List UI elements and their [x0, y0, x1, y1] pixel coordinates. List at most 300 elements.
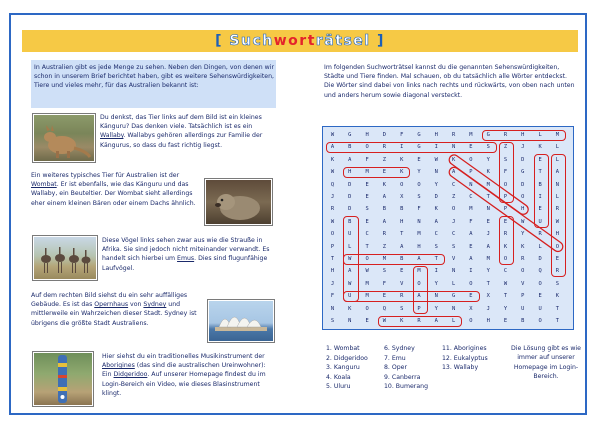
grid-letter: R — [521, 256, 525, 262]
grid-letter: E — [469, 293, 473, 300]
wallaby-image — [34, 115, 94, 161]
grid-letter: O — [469, 280, 473, 287]
grid-letter: E — [400, 268, 404, 275]
grid-letter: O — [503, 256, 508, 262]
grid-letter: O — [400, 181, 404, 188]
grid-letter: L — [555, 194, 560, 200]
grid-letter: A — [469, 256, 473, 262]
wombat-photo — [205, 179, 272, 225]
opera-text-mid: von — [128, 301, 144, 309]
grid-letter: D — [434, 194, 438, 200]
grid-letter: G — [417, 132, 421, 138]
grid-letter: U — [348, 293, 352, 300]
emu-text-pre: Diese Vögel links sehen zwar aus wie die Strauße in Afrika. Sie sind jedoch nicht miteinander verwandt. Es handelt sich hierbei um — [102, 237, 270, 263]
grid-letter: Y — [503, 305, 508, 312]
grid-letter: N — [451, 305, 456, 312]
emu-paragraph — [102, 236, 276, 273]
grid-letter: I — [434, 268, 438, 275]
grid-letter: K — [434, 206, 438, 213]
grid-letter: G — [348, 132, 352, 138]
grid-letter: A — [434, 318, 438, 324]
grid-letter: J — [521, 144, 525, 151]
wombat-image — [206, 180, 271, 224]
grid-letter: K — [538, 144, 542, 151]
title-part-such: Such — [229, 33, 274, 49]
grid-letter: E — [503, 218, 508, 225]
grid-letter: K — [348, 305, 352, 312]
grid-letter: Y — [434, 280, 438, 287]
opera-text-pre: Auf dem rechten Bild siehst du ein sehr auffälliges Gebäude. Es ist das — [31, 292, 188, 309]
grid-letter: J — [330, 194, 335, 200]
grid-letter: L — [555, 144, 560, 151]
grid-letter: H — [434, 132, 438, 138]
grid-letter: W — [348, 256, 352, 262]
grid-letter: T — [400, 231, 404, 238]
word-list-item: 13. Wallaby — [442, 364, 479, 372]
grid-letter: R — [330, 206, 335, 213]
word-search-grid — [322, 126, 574, 330]
aborigines-keyword: Aborigines — [102, 362, 135, 370]
grid-letter: Z — [382, 156, 387, 163]
wallaby-photo — [33, 114, 95, 162]
opera-house-photo — [208, 300, 274, 342]
wallaby-keyword: Wallaby — [100, 132, 124, 140]
grid-letter: T — [555, 305, 560, 312]
found-word-highlight — [482, 130, 567, 141]
grid-letter: B — [400, 206, 404, 213]
opera-text-block — [31, 291, 203, 328]
emu-keyword: Emus — [177, 255, 195, 263]
word-list-item: 3. Kanguru — [326, 364, 360, 372]
wombat-text-block — [31, 171, 199, 208]
grid-letter: A — [417, 256, 421, 262]
didgeridoo-text-post: . Auf unserer Homepage findest du im Login-Bereich ein Video, wie dieses Blasinstrument klingt. — [102, 371, 266, 397]
grid-letter: O — [417, 181, 421, 188]
wombat-text-pre: Ein weiteres typisches Tier für Australien ist der — [31, 172, 180, 179]
grid-letter: P — [417, 305, 421, 312]
grid-letter: A — [417, 293, 421, 300]
found-word-highlight — [534, 154, 549, 227]
word-list-item: 9. Canberra — [384, 373, 421, 381]
grid-letter: Y — [486, 156, 490, 163]
grid-letter: I — [400, 144, 404, 151]
grid-letter: A — [400, 243, 404, 250]
grid-letter: W — [503, 280, 508, 287]
grid-letter: M — [469, 132, 473, 138]
found-word-highlight — [551, 154, 566, 277]
grid-letter: F — [400, 132, 404, 138]
grid-letter: E — [365, 181, 369, 188]
word-list-item: 6. Sydney — [384, 345, 415, 352]
grid-letter: F — [330, 293, 335, 300]
grid-letter: I — [469, 268, 473, 275]
grid-letter: S — [417, 194, 421, 200]
intro-paragraph: In Australien gibt es jede Menge zu sehen. Neben den Dingen, von denen wir schon in unserem Brief berichtet haben, gibt es weitere Sehenswürdigkeiten, Tiere und vieles mehr, für das Australien bekannt ist: — [34, 64, 274, 90]
grid-letter: L — [348, 243, 352, 250]
grid-letter: O — [503, 181, 508, 188]
grid-letter: E — [538, 206, 542, 213]
grid-letter: M — [486, 256, 490, 262]
grid-letter: S — [451, 243, 456, 250]
didgeridoo-text-mid: (das sind die australischen Ureinwohner): Ein — [102, 362, 266, 379]
kangaroo-paragraph — [100, 113, 276, 150]
grid-letter: P — [330, 243, 335, 250]
grid-letter: D — [348, 181, 352, 188]
word-list-item: 11. Aborigines — [442, 345, 487, 352]
grid-letter: N — [417, 218, 421, 225]
didgeridoo-keyword: Didgeridoo — [113, 371, 148, 379]
grid-letter: W — [330, 218, 335, 225]
grid-letter: T — [555, 318, 560, 324]
grid-letter: A — [382, 194, 387, 200]
grid-letter: X — [486, 293, 490, 300]
grid-letter: N — [348, 318, 352, 324]
grid-letter: P — [521, 293, 525, 300]
grid-letter: B — [521, 318, 525, 324]
grid-letter: S — [434, 243, 438, 250]
grid-letter: Z — [382, 243, 387, 250]
grid-letter: L — [451, 318, 456, 324]
grid-letter: B — [382, 206, 387, 213]
opera-text-post: und mittlerweile ein Wahrzeichen dieser Stadt. Sydney ist übrigens die größte Stadt Australiens. — [31, 301, 197, 327]
grid-letter: R — [400, 293, 404, 300]
page-title — [22, 30, 578, 52]
grid-letter: P — [469, 169, 473, 176]
grid-letter: F — [382, 280, 387, 287]
grid-letter: X — [469, 305, 473, 312]
grid-letter: K — [330, 156, 335, 163]
grid-letter: A — [451, 169, 456, 176]
grid-letter: B — [348, 218, 352, 225]
grid-letter: M — [365, 280, 369, 287]
grid-letter: M — [365, 169, 369, 176]
grid-letter: K — [382, 181, 387, 188]
grid-letter: O — [469, 318, 473, 324]
grid-letter: Q — [330, 181, 335, 188]
grid-letter: O — [538, 318, 542, 324]
grid-letter: C — [469, 194, 473, 200]
grid-letter: R — [538, 231, 542, 238]
grid-letter: C — [365, 231, 369, 238]
grid-letter: C — [434, 231, 438, 238]
grid-letter: A — [434, 218, 438, 225]
grid-letter: N — [451, 268, 456, 275]
word-list-column-1 — [326, 344, 368, 392]
grid-letter: M — [555, 132, 560, 138]
title-bar — [22, 30, 578, 52]
grid-letter: H — [555, 231, 560, 238]
wombat-keyword: Wombat — [31, 181, 57, 189]
emu-text-post: . Dies sind flugunfähige Laufvögel. — [102, 255, 268, 272]
grid-letter: A — [486, 243, 490, 250]
grid-letter: Q — [538, 268, 542, 275]
grid-letter: T — [434, 256, 438, 262]
opera-paragraph — [31, 291, 203, 328]
grid-letter: Y — [417, 169, 421, 176]
grid-letter: N — [486, 206, 490, 213]
grid-letter: L — [538, 243, 542, 250]
grid-letter: S — [365, 206, 369, 213]
grid-letter: N — [555, 181, 560, 188]
grid-letter: E — [365, 218, 369, 225]
grid-letter: O — [451, 206, 456, 213]
grid-letter: J — [486, 231, 490, 238]
found-word-highlight — [343, 167, 410, 178]
title-part-raetsel: rätsel — [315, 33, 371, 49]
grid-letter: W — [521, 218, 525, 225]
grid-letter: E — [469, 243, 473, 250]
grid-letter: S — [400, 305, 404, 312]
word-list-item: 2. Didgeridoo — [326, 354, 368, 362]
grid-letter: O — [521, 194, 525, 200]
grid-letter: K — [451, 156, 456, 163]
title-bracket-close: ] — [376, 33, 385, 49]
grid-letter: E — [382, 293, 387, 300]
grid-letter: T — [538, 169, 542, 176]
grid-letter: O — [330, 231, 335, 238]
grid-letter: Y — [521, 231, 525, 238]
grid-letter: F — [469, 218, 473, 225]
grid-letter: W — [365, 268, 369, 275]
grid-letter: S — [555, 280, 560, 287]
grid-letter: O — [417, 280, 421, 287]
grid-letter: B — [400, 256, 404, 262]
grid-letter: G — [521, 169, 525, 176]
grid-letter: O — [365, 256, 369, 262]
found-word-highlight — [343, 291, 479, 302]
grid-letter: D — [538, 256, 542, 262]
grid-letter: K — [400, 169, 404, 176]
grid-letter: K — [521, 243, 525, 250]
grid-letter: O — [555, 243, 560, 250]
grid-letter: D — [348, 206, 352, 213]
didgeridoo-paragraph — [102, 352, 276, 398]
kangaroo-text-pre: Du denkst, das Tier links auf dem Bild ist ein kleines Känguru? Das denken viele. Tatsächlich ist es ein — [100, 114, 262, 131]
found-word-highlight — [326, 142, 497, 153]
word-list-item: 10. Bumerang — [384, 383, 428, 391]
grid-letter: E — [538, 156, 542, 163]
opera-house-image — [209, 301, 273, 341]
grid-letter: B — [538, 181, 542, 188]
grid-letter: R — [555, 206, 560, 213]
grid-letter: F — [503, 169, 508, 176]
word-list-item: 7. Emu — [384, 354, 406, 362]
grid-letter: H — [417, 243, 421, 250]
grid-letter: W — [434, 156, 438, 163]
grid-letter: H — [365, 132, 369, 138]
grid-letter: I — [434, 144, 438, 151]
grid-letter: R — [503, 231, 508, 238]
grid-letter: V — [400, 280, 404, 287]
found-word-highlight — [413, 266, 428, 315]
grid-letter: T — [503, 293, 508, 300]
grid-letter: T — [330, 256, 335, 262]
grid-letter: E — [538, 293, 542, 300]
solution-note: Die Lösung gibt es wie immer auf unserer Homepage im Login-Bereich. — [511, 345, 581, 381]
emu-text-block — [102, 236, 276, 273]
grid-letter: H — [330, 268, 335, 275]
didgeridoo-text-block — [102, 352, 276, 398]
grid-letter: P — [503, 206, 508, 213]
sydney-keyword: Sydney — [143, 301, 167, 309]
grid-letter: Y — [434, 181, 438, 188]
found-word-highlight — [499, 142, 514, 203]
word-list-item: 12. Eukalyptus — [442, 354, 488, 362]
grid-letter: L — [451, 280, 456, 287]
grid-letter: D — [382, 132, 387, 138]
grid-letter: N — [434, 293, 438, 300]
kangaroo-text-post: . Wallabys gehören allerdings zur Familie der Kängurus, so dass du fast richtig liegst. — [100, 132, 263, 149]
grid-letter: O — [469, 156, 473, 163]
intro-text-block — [34, 63, 274, 91]
grid-letter: S — [382, 268, 387, 275]
grid-letter: S — [330, 318, 335, 324]
grid-letter: D — [521, 181, 525, 188]
grid-letter: K — [400, 156, 404, 163]
grid-letter: H — [400, 218, 404, 225]
grid-letter: Y — [486, 268, 490, 275]
grid-letter: M — [365, 293, 369, 300]
grid-letter: N — [330, 305, 335, 312]
found-word-highlight — [343, 216, 358, 302]
puzzle-instructions-block — [324, 63, 576, 100]
grid-letter: N — [469, 181, 473, 188]
grid-letter: W — [330, 169, 335, 176]
grid-letter: G — [417, 144, 421, 151]
word-list-column-3 — [442, 344, 488, 373]
grid-letter: H — [486, 318, 490, 324]
grid-letter: E — [365, 318, 369, 324]
grid-letter: E — [555, 256, 560, 262]
grid-letter: E — [382, 169, 387, 176]
grid-letter: A — [330, 144, 335, 151]
grid-letter: N — [451, 144, 456, 151]
grid-letter: T — [486, 194, 490, 200]
grid-letter: P — [503, 194, 508, 200]
grid-letter: O — [521, 268, 525, 275]
kangaroo-text-block — [100, 113, 276, 150]
grid-letter: D — [521, 156, 525, 163]
grid-letter: R — [382, 231, 387, 238]
grid-letter: J — [451, 218, 456, 225]
grid-letter: Q — [382, 305, 387, 312]
grid-letter: Z — [451, 194, 456, 200]
grid-letter: A — [469, 231, 473, 238]
grid-letter: V — [451, 256, 456, 262]
grid-letter: C — [503, 268, 508, 275]
didgeridoo-text-pre: Hier siehst du ein traditionelles Musikinstrument der — [102, 353, 265, 360]
grid-letter: Y — [434, 305, 438, 312]
grid-letter: R — [503, 132, 508, 138]
emu-photo — [33, 236, 97, 280]
grid-letter: G — [451, 293, 456, 300]
grid-letter: R — [451, 132, 456, 138]
grid-letter: R — [417, 318, 421, 324]
grid-letter: K — [503, 243, 508, 250]
grid-letter: E — [486, 218, 490, 225]
grid-letter: A — [382, 218, 387, 225]
word-list-item: 5. Uluru — [326, 383, 351, 391]
word-list-item: 1. Wombat — [326, 345, 360, 352]
grid-letter: R — [382, 144, 387, 151]
grid-letter: L — [538, 132, 542, 138]
grid-letter: W — [555, 218, 560, 225]
grid-letter: K — [400, 318, 404, 324]
grid-letter: W — [382, 318, 387, 324]
grid-letter: S — [486, 144, 490, 151]
wombat-paragraph — [31, 171, 199, 208]
title-bracket-open: [ — [215, 33, 224, 49]
grid-letter: T — [365, 243, 369, 250]
grid-letter: U — [538, 305, 542, 312]
grid-letter: N — [434, 169, 438, 176]
grid-letter: G — [486, 132, 490, 138]
grid-letter: S — [503, 156, 508, 163]
puzzle-instructions: Im folgenden Suchworträtsel kannst du die genannten Sehenswürdigkeiten, Städte und Tiere finden. Mal schauen, ob du tatsächlich alle Wörter entdeckst. Die Wörter sind dabei von links nach rechts und rückwärts, von oben nach unten und anders herum sowie diagonal versteckt. — [324, 64, 575, 99]
grid-letter: O — [538, 280, 542, 287]
grid-letter: U — [521, 305, 525, 312]
grid-letter: Z — [503, 144, 508, 151]
grid-letter: U — [538, 218, 542, 225]
grid-letter: M — [486, 181, 490, 188]
grid-letter: J — [330, 280, 335, 287]
grid-letter: F — [365, 156, 369, 163]
grid-letter: E — [365, 194, 369, 200]
grid-letter: X — [400, 194, 404, 200]
title-part-wort: wort — [273, 33, 316, 49]
grid-letter: W — [348, 280, 352, 287]
emu-image — [34, 237, 96, 279]
grid-letter: A — [348, 156, 352, 163]
opernhaus-keyword: Opernhaus — [94, 301, 129, 309]
grid-letter: D — [348, 194, 352, 200]
grid-letter: M — [382, 256, 387, 262]
grid-letter: H — [521, 132, 525, 138]
didgeridoo-image — [34, 353, 92, 405]
grid-letter: C — [451, 231, 456, 238]
grid-letter: E — [417, 156, 421, 163]
grid-letter: M — [469, 206, 473, 213]
word-list-column-2 — [384, 344, 428, 392]
grid-letter: A — [555, 169, 560, 176]
found-word-highlight — [378, 316, 463, 327]
grid-letter: H — [521, 206, 525, 213]
grid-letter: H — [348, 169, 352, 176]
grid-letter: A — [348, 268, 352, 275]
grid-letter: J — [486, 305, 490, 312]
grid-letter: C — [451, 181, 456, 188]
grid-letter: M — [417, 231, 421, 238]
grid-letter: O — [365, 144, 369, 151]
grid-letter: K — [486, 169, 490, 176]
grid-letter: L — [555, 156, 560, 163]
grid-letter: M — [417, 268, 421, 275]
grid-letter: I — [538, 194, 542, 200]
grid-letter: K — [555, 293, 560, 300]
grid-letter: T — [486, 280, 490, 287]
grid-letter: R — [555, 268, 560, 275]
grid-letter: U — [348, 231, 352, 238]
grid-letter: O — [365, 305, 369, 312]
word-list-item: 8. Oper — [384, 364, 408, 372]
grid-letter: E — [469, 144, 473, 151]
word-list-item: 4. Koala — [326, 373, 351, 381]
didgeridoo-photo — [33, 352, 93, 406]
grid-letter: B — [348, 144, 352, 151]
wombat-text-post: . Er ist ebenfalls, wie das Känguru und das Wallaby, ein Beuteltier. Der Wombat sieht allerdings eher einem kleinen Bären oder einem Dachs ähnlich. — [31, 181, 196, 207]
grid-letter: F — [417, 206, 421, 213]
grid-letter: E — [503, 318, 508, 324]
